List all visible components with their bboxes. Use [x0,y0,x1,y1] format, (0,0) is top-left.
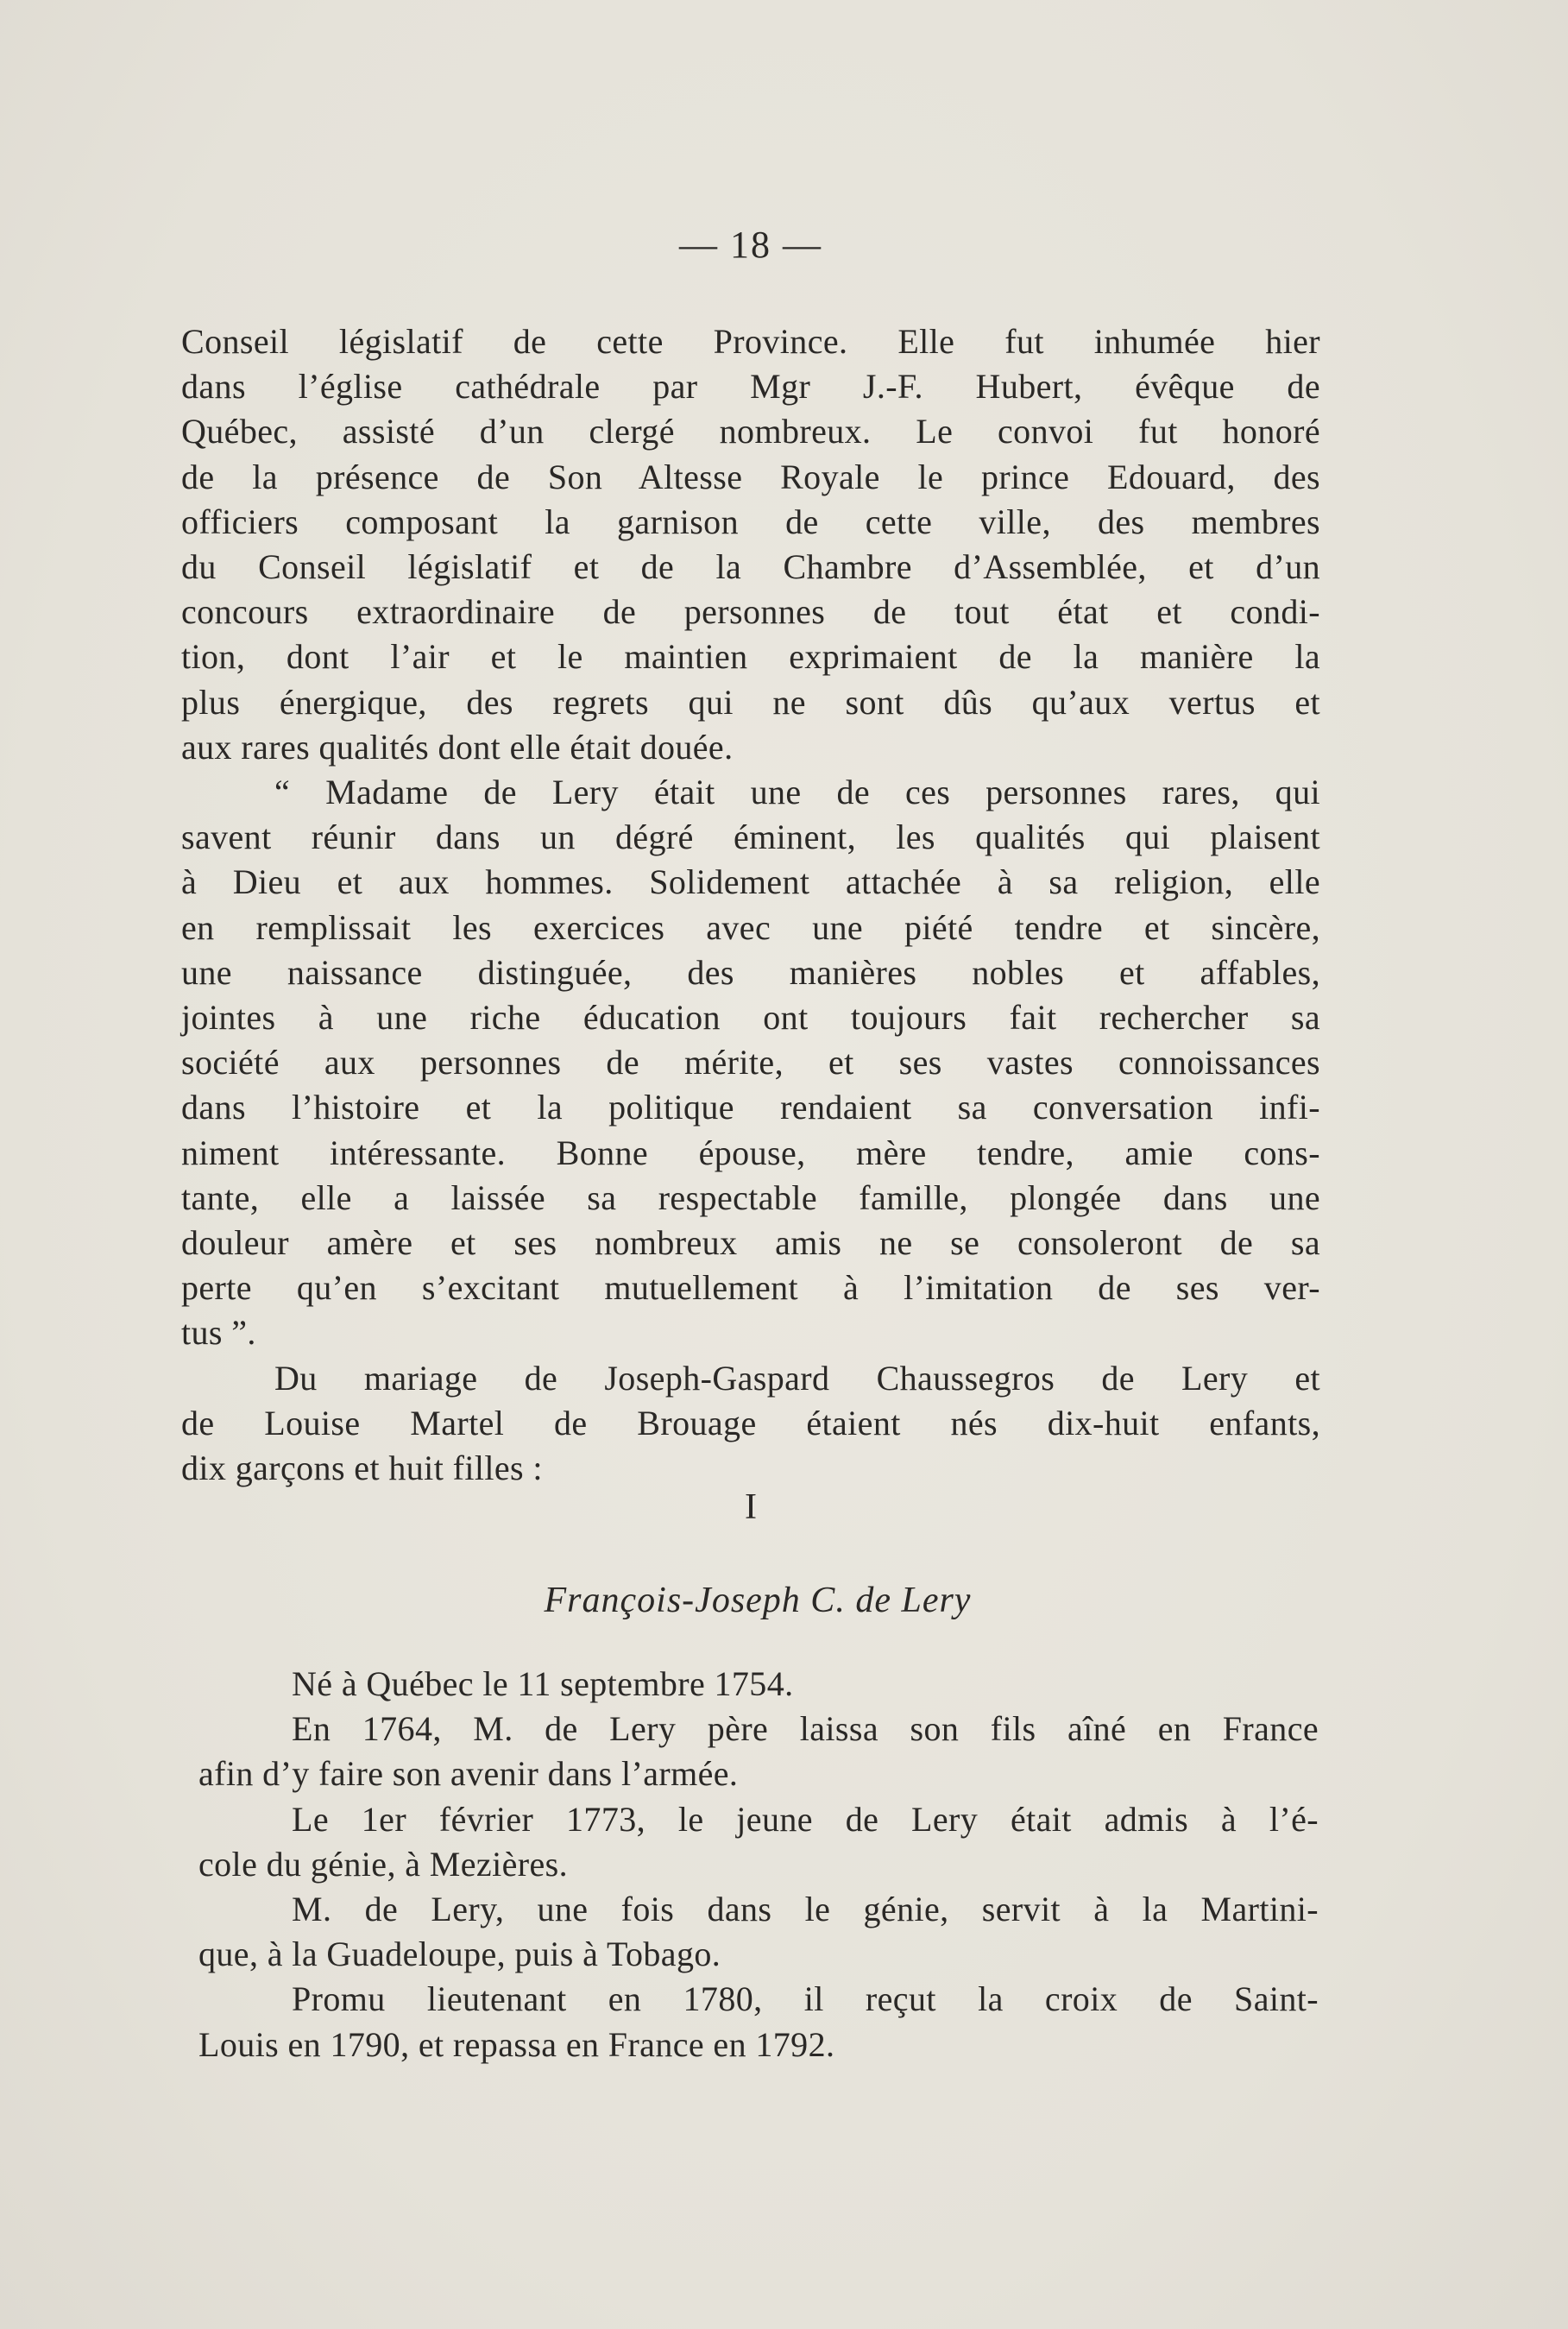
text-line: dix garçons et huit filles : [181,1449,543,1488]
text-line: de la présence de Son Altesse Royale le prince Edouard, des [181,457,1320,496]
text-line: aux rares qualités dont elle était douée. [181,727,734,767]
text-line: tion, dont l’air et le maintien exprimaient de la manière la [181,637,1320,677]
text-line: Né à Québec le 11 septembre 1754. [292,1664,794,1703]
text-line: Du mariage de Joseph-Gaspard Chaussegros de Lery et [274,1358,1320,1398]
text-line: dans l’histoire et la politique rendaient sa conversation infi- [181,1088,1320,1127]
section-number: I [745,1487,757,1527]
text-line: jointes à une riche éducation ont toujours fait rechercher sa [181,998,1320,1038]
text-line: concours extraordinaire de personnes de tout état et condi- [181,592,1320,632]
text-line: Louis en 1790, et repassa en France en 1792. [198,2024,835,2064]
text-line: afin d’y faire son avenir dans l’armée. [198,1754,739,1794]
text-line: une naissance distinguée, des manières nobles et affables, [181,952,1320,992]
text-line: tus ”. [181,1313,256,1353]
section-heading: François-Joseph C. de Lery [544,1581,972,1620]
text-line: niment intéressante. Bonne épouse, mère tendre, amie cons- [181,1133,1320,1172]
text-line: plus énergique, des regrets qui ne sont dûs qu’aux vertus et [181,682,1320,722]
text-line: officiers composant la garnison de cette ville, des membres [181,502,1320,541]
text-line: que, à la Guadeloupe, puis à Tobago. [198,1935,721,1974]
text-line: En 1764, M. de Lery père laissa son fils aîné en France [292,1709,1319,1749]
body-text-block-2 [198,1662,1319,2067]
text-line: à Dieu et aux hommes. Solidement attachée à sa religion, elle [181,862,1320,902]
text-line: Le 1er février 1773, le jeune de Lery était admis à l’é- [292,1799,1319,1839]
page-number: — 18 — [679,224,822,266]
text-line: savent réunir dans un dégré éminent, les qualités qui plaisent [181,817,1320,857]
text-line: dans l’église cathédrale par Mgr J.-F. Hubert, évêque de [181,367,1320,407]
body-text-block-1 [181,319,1320,1491]
text-line: de Louise Martel de Brouage étaient nés dix-huit enfants, [181,1403,1320,1442]
text-line: “ Madame de Lery était une de ces personnes rares, qui [274,773,1320,812]
text-line: en remplissait les exercices avec une piété tendre et sincère, [181,907,1320,947]
text-line: tante, elle a laissée sa respectable famille, plongée dans une [181,1177,1320,1217]
text-line: Québec, assisté d’un clergé nombreux. Le convoi fut honoré [181,412,1320,451]
text-line: du Conseil législatif et de la Chambre d’Assemblée, et d’un [181,547,1320,587]
text-line: perte qu’en s’excitant mutuellement à l’imitation de ses ver- [181,1268,1320,1308]
text-line: douleur amère et ses nombreux amis ne se consoleront de sa [181,1223,1320,1263]
text-line: Conseil législatif de cette Province. Elle fut inhumée hier [181,322,1320,361]
text-line: Promu lieutenant en 1780, il reçut la croix de Saint- [292,1979,1319,2019]
text-line: M. de Lery, une fois dans le génie, servit à la Martini- [292,1890,1319,1929]
text-line: société aux personnes de mérite, et ses vastes connoissances [181,1043,1320,1082]
text-line: cole du génie, à Mezières. [198,1844,568,1884]
